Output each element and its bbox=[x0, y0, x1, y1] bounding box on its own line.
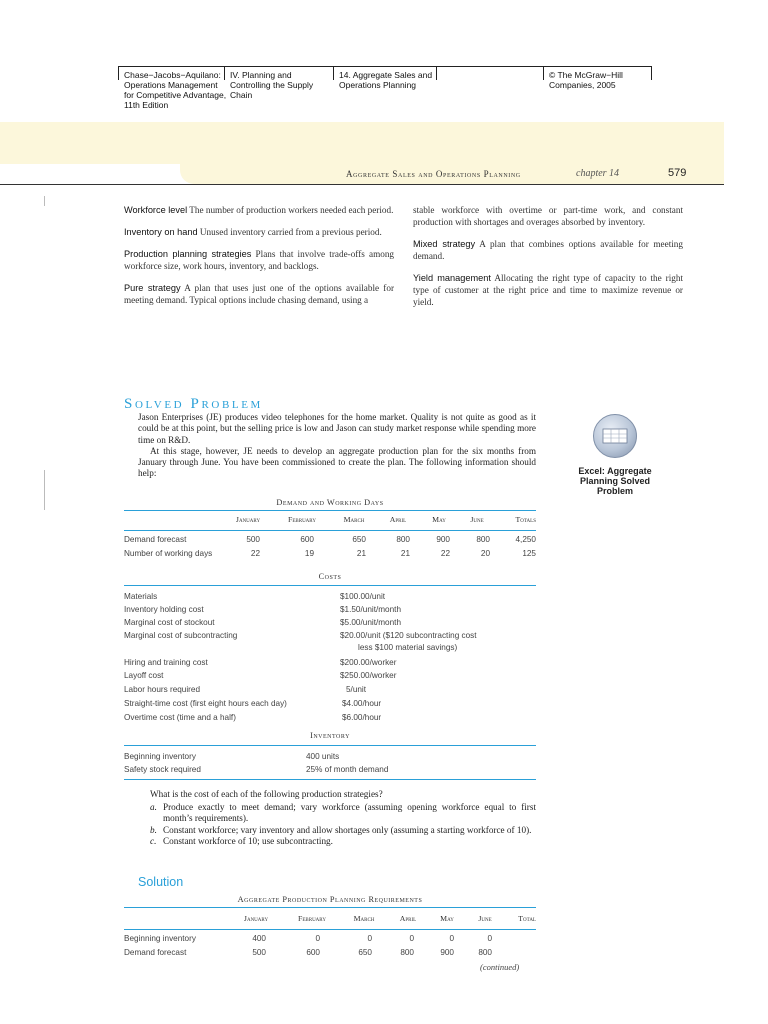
glossary-entry bbox=[413, 238, 683, 262]
table-cell: 800 bbox=[476, 535, 490, 544]
glossary-term: Pure strategy bbox=[124, 283, 181, 293]
glossary-entry bbox=[413, 204, 683, 228]
column-header: March bbox=[353, 914, 375, 923]
row-label: Demand forecast bbox=[124, 535, 187, 544]
table-cell: 400 bbox=[252, 934, 266, 943]
table-cell: 800 bbox=[478, 948, 492, 957]
header-line: Chase−Jacobs−Aquilano: bbox=[124, 70, 221, 80]
table-cell: 0 bbox=[449, 934, 454, 943]
cost-label: Straight-time cost (first eight hours each day) bbox=[124, 699, 287, 708]
header-divider bbox=[651, 66, 652, 80]
header-line: Controlling the Supply bbox=[230, 80, 314, 90]
production-table-header bbox=[124, 914, 536, 926]
header-line: IV. Planning and bbox=[230, 70, 292, 80]
cost-label: Hiring and training cost bbox=[124, 658, 208, 667]
column-header: January bbox=[235, 515, 261, 524]
header-line: 11th Edition bbox=[124, 100, 169, 110]
item-text: Constant workforce of 10; use subcontracting. bbox=[163, 835, 333, 846]
table-rule bbox=[124, 530, 536, 531]
table-cell: 21 bbox=[400, 549, 410, 558]
table-cell: 21 bbox=[356, 549, 366, 558]
margin-mark bbox=[44, 196, 45, 206]
glossary-entry bbox=[124, 282, 394, 306]
cost-label: Overtime cost (time and a half) bbox=[124, 713, 236, 722]
item-letter: a. bbox=[150, 802, 157, 812]
question-item bbox=[150, 802, 536, 825]
header-chapter-info bbox=[339, 70, 432, 90]
cost-value: $200.00/worker bbox=[340, 658, 397, 667]
row-label: Number of working days bbox=[124, 549, 213, 558]
cost-label: Marginal cost of stockout bbox=[124, 618, 215, 627]
header-divider bbox=[436, 66, 437, 80]
table-row bbox=[124, 535, 536, 547]
table-row bbox=[124, 549, 536, 561]
table-cell: 22 bbox=[250, 549, 260, 558]
running-head-title: Aggregate Sales and Operations Planning bbox=[346, 169, 521, 179]
table-cell: 650 bbox=[352, 535, 366, 544]
demand-table-header bbox=[124, 515, 536, 527]
table-cell: 600 bbox=[306, 948, 320, 957]
glossary-definition: A plan that combines options available for meeting demand. bbox=[413, 239, 683, 261]
table-cell: 650 bbox=[358, 948, 372, 957]
header-line: Operations Management bbox=[124, 80, 218, 90]
cost-label: Inventory holding cost bbox=[124, 605, 204, 614]
paragraph: At this stage, however, JE needs to develop an aggregate production plan for the six months from January through June. You have been commissioned to create the plan. The following information should help: bbox=[138, 445, 536, 479]
column-header: June bbox=[470, 515, 484, 524]
column-header: April bbox=[399, 914, 417, 923]
table-rule bbox=[124, 585, 536, 586]
header-divider bbox=[118, 66, 119, 80]
column-header: April bbox=[389, 515, 407, 524]
column-header: May bbox=[432, 515, 446, 524]
continued-note: (continued) bbox=[480, 962, 520, 972]
glossary-entry bbox=[124, 248, 394, 272]
table-rule bbox=[124, 510, 536, 511]
column-header: Totals bbox=[515, 515, 536, 524]
question-intro: What is the cost of each of the following production strategies? bbox=[150, 789, 383, 799]
cost-value: $1.50/unit/month bbox=[340, 605, 401, 614]
inventory-value: 400 units bbox=[306, 752, 340, 761]
table-cell: 0 bbox=[487, 934, 492, 943]
column-header: June bbox=[478, 914, 492, 923]
inventory-label: Beginning inventory bbox=[124, 752, 196, 761]
cost-label: Materials bbox=[124, 592, 158, 601]
cost-value: $5.00/unit/month bbox=[340, 618, 401, 627]
glossary-term: Yield management bbox=[413, 273, 491, 283]
cost-value: $250.00/worker bbox=[340, 671, 397, 680]
table-cell: 900 bbox=[440, 948, 454, 957]
page-number: 579 bbox=[668, 167, 687, 179]
header-line: © The McGraw−Hill bbox=[549, 70, 623, 80]
cost-value: 5/unit bbox=[346, 685, 367, 694]
table-cell: 19 bbox=[304, 549, 314, 558]
header-divider bbox=[543, 66, 544, 80]
inventory-table-title: Inventory bbox=[310, 731, 350, 740]
demand-table-title: Demand and Working Days bbox=[276, 498, 384, 507]
production-table-title: Aggregate Production Planning Requirements bbox=[237, 895, 423, 904]
row-label: Demand forecast bbox=[124, 948, 187, 957]
glossary-entry bbox=[124, 204, 394, 216]
item-letter: b. bbox=[150, 824, 157, 835]
solution-heading: Solution bbox=[138, 875, 184, 889]
costs-table-title: Costs bbox=[318, 572, 342, 581]
cost-value: $100.00/unit bbox=[340, 592, 386, 601]
running-head-chapter: chapter 14 bbox=[576, 168, 620, 179]
table-cell: 800 bbox=[400, 948, 414, 957]
glossary-definition: A plan that uses just one of the options available for meeting demand. Typical options include chasing demand, using a bbox=[124, 283, 395, 305]
cost-value-continued: less $100 material savings) bbox=[358, 643, 458, 652]
solved-problem-intro bbox=[138, 412, 536, 480]
cost-label: Labor hours required bbox=[124, 685, 201, 694]
glossary-entry bbox=[124, 226, 394, 238]
header-part-info bbox=[230, 70, 313, 100]
question-list bbox=[150, 802, 536, 847]
running-head-notch bbox=[0, 164, 180, 184]
column-header: February bbox=[298, 914, 326, 923]
header-line: Chain bbox=[230, 90, 253, 100]
table-rule bbox=[124, 929, 536, 930]
running-head-rule bbox=[0, 184, 724, 185]
table-rule bbox=[124, 907, 536, 908]
table-cell: 500 bbox=[246, 535, 260, 544]
margin-mark bbox=[44, 470, 45, 510]
table-cell: 4,250 bbox=[515, 535, 536, 544]
glossary-right bbox=[413, 204, 683, 308]
item-text: Constant workforce; vary inventory and allow shortages only (assuming a starting workforce of 10). bbox=[163, 824, 532, 835]
cost-value: $6.00/hour bbox=[342, 713, 382, 722]
header-top-rule bbox=[118, 66, 652, 67]
column-header: March bbox=[343, 515, 365, 524]
item-text: Produce exactly to meet demand; vary workforce (assuming opening workforce equal to first month’s requirements). bbox=[163, 802, 536, 824]
solved-problem-heading: Solved Problem bbox=[124, 396, 263, 412]
glossary-definition: Allocating the right type of capacity to the right type of customer at the right price and time to maximize revenue or yield. bbox=[413, 273, 683, 307]
question-item bbox=[150, 825, 536, 836]
column-header: May bbox=[440, 914, 454, 923]
header-line: Operations Planning bbox=[339, 80, 417, 90]
table-cell: 0 bbox=[315, 934, 320, 943]
glossary-definition: Unused inventory carried from a previous period. bbox=[197, 227, 382, 237]
cost-label: Marginal cost of subcontracting bbox=[124, 631, 238, 640]
table-cell: 125 bbox=[522, 549, 536, 558]
excel-globe-icon[interactable] bbox=[593, 414, 637, 458]
table-cell: 0 bbox=[409, 934, 414, 943]
row-label: Beginning inventory bbox=[124, 934, 196, 943]
column-header: February bbox=[288, 515, 316, 524]
table-cell: 20 bbox=[480, 549, 490, 558]
question-item bbox=[150, 836, 536, 847]
inventory-value: 25% of month demand bbox=[306, 765, 389, 774]
table-cell: 500 bbox=[252, 948, 266, 957]
glossary-definition: Plans that involve trade-offs among workforce size, work hours, inventory, and backlogs. bbox=[124, 249, 395, 271]
glossary-term: Inventory on hand bbox=[124, 227, 198, 237]
glossary-entry bbox=[413, 272, 683, 308]
cost-value: $20.00/unit ($120 subcontracting cost bbox=[340, 631, 477, 640]
glossary-term: Production planning strategies bbox=[124, 249, 252, 259]
table-cell: 800 bbox=[396, 535, 410, 544]
table-row bbox=[124, 934, 536, 946]
table-row bbox=[124, 948, 536, 960]
glossary-term: Mixed strategy bbox=[413, 239, 476, 249]
running-head-band bbox=[0, 122, 724, 164]
excel-link-caption[interactable]: Excel: Aggregate Planning Solved Problem bbox=[578, 466, 652, 496]
item-letter: c. bbox=[150, 835, 157, 846]
glossary-definition: stable workforce with overtime or part-time work, and constant production with shortages and overages absorbed by inventory. bbox=[413, 205, 683, 227]
cost-value: $4.00/hour bbox=[342, 699, 382, 708]
table-rule bbox=[124, 745, 536, 746]
table-cell: 22 bbox=[440, 549, 450, 558]
inventory-label: Safety stock required bbox=[124, 765, 201, 774]
cost-label: Layoff cost bbox=[124, 671, 164, 680]
table-cell: 0 bbox=[367, 934, 372, 943]
glossary-definition: The number of production workers needed each period. bbox=[187, 205, 394, 215]
header-book-info bbox=[124, 70, 226, 110]
table-rule bbox=[124, 779, 536, 780]
header-line: 14. Aggregate Sales and bbox=[339, 70, 433, 80]
header-line: for Competitive Advantage, bbox=[124, 90, 227, 100]
glossary-left bbox=[124, 204, 394, 306]
header-divider bbox=[333, 66, 334, 80]
column-header: Total bbox=[518, 914, 536, 923]
header-copyright bbox=[549, 70, 623, 90]
header-line: Companies, 2005 bbox=[549, 80, 616, 90]
paragraph: Jason Enterprises (JE) produces video telephones for the home market. Quality is not quite as good as it could be at this point, but the selling price is low and Jason can study market response while spending more time on R&D. bbox=[138, 412, 536, 445]
column-header: January bbox=[243, 914, 269, 923]
table-cell: 900 bbox=[436, 535, 450, 544]
table-cell: 600 bbox=[300, 535, 314, 544]
glossary-term: Workforce level bbox=[124, 205, 188, 215]
